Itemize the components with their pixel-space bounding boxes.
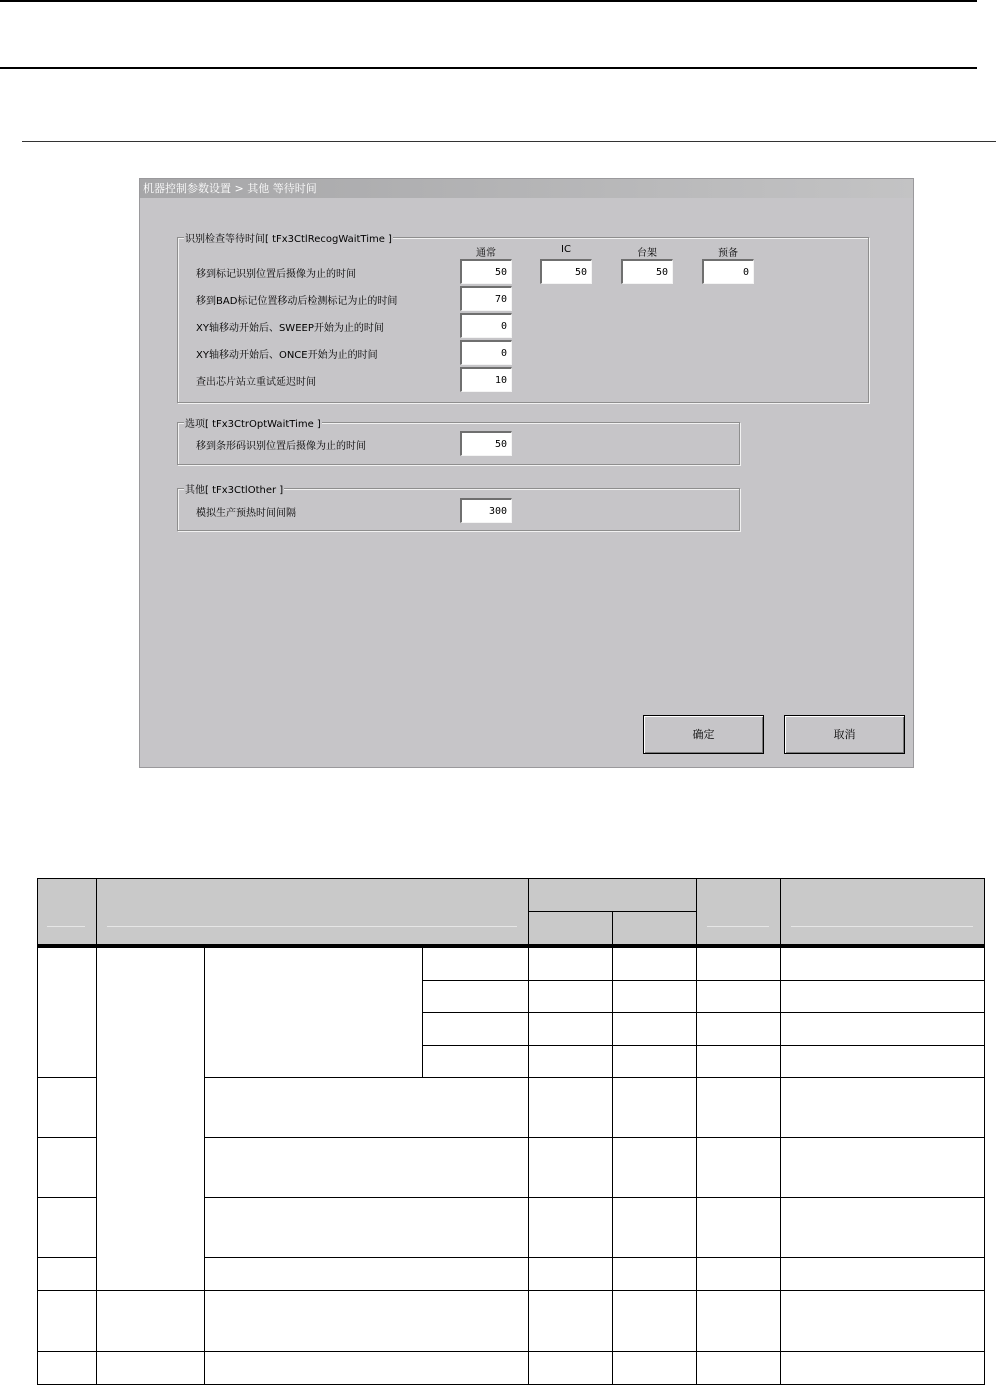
recog-row-label-once: XY轴移动开始后、ONCE开始为止的时间	[196, 350, 378, 361]
header-rule-bottom	[22, 141, 996, 142]
table-cell	[696, 947, 781, 981]
table-cell	[528, 1197, 613, 1258]
other-row-label-warmup: 模拟生产预热时间间隔	[196, 508, 296, 519]
recog-bad-normal-input[interactable]: 70	[460, 286, 512, 311]
table-cell	[528, 1077, 613, 1138]
table-cell	[696, 1257, 781, 1291]
ok-button[interactable]: 确定	[643, 715, 764, 754]
recog-row-label-mark: 移到标记识别位置后摄像为止的时间	[196, 269, 356, 280]
settings-dialog	[139, 178, 914, 768]
opt-row-label-barcode: 移到条形码识别位置后摄像为止的时间	[196, 441, 366, 452]
table-cell	[612, 1290, 697, 1352]
table-cell	[37, 1077, 97, 1138]
table-cell	[780, 1077, 985, 1138]
table-header-cell	[96, 878, 529, 945]
column-header-spare: 预备	[718, 248, 738, 259]
table-cell	[422, 980, 529, 1013]
table-cell	[528, 947, 613, 981]
table-cell	[696, 1077, 781, 1138]
recog-row-label-chip-retry: 查出芯片站立重试延迟时间	[196, 377, 316, 388]
table-cell	[696, 980, 781, 1013]
parameter-table	[37, 878, 985, 1385]
dialog-title: 机器控制参数设置 > 其他 等待时间	[140, 179, 913, 198]
table-cell	[528, 1351, 613, 1385]
table-cell	[96, 947, 205, 1291]
table-cell	[696, 1197, 781, 1258]
group-options-title: 选项[ tFx3CtrOptWaitTime ]	[184, 415, 322, 430]
group-recog-title: 识别检查等待时间[ tFx3CtlRecogWaitTime ]	[184, 230, 393, 245]
table-header-cell	[696, 878, 781, 945]
table-cell	[780, 980, 985, 1013]
header-highlight	[707, 926, 769, 927]
table-cell	[780, 1257, 985, 1291]
column-header-ic: IC	[561, 244, 571, 255]
table-cell	[612, 1077, 697, 1138]
table-cell	[528, 1012, 613, 1046]
other-warmup-input[interactable]: 300	[460, 498, 512, 523]
table-header-cell	[528, 878, 697, 912]
recog-sweep-normal-input[interactable]: 0	[460, 313, 512, 338]
table-cell	[612, 1351, 697, 1385]
recog-mark-ic-input[interactable]: 50	[540, 259, 592, 284]
opt-barcode-input[interactable]: 50	[460, 431, 512, 456]
table-cell	[204, 1351, 529, 1385]
table-cell	[204, 1290, 529, 1352]
table-cell	[528, 1257, 613, 1291]
table-cell	[422, 947, 529, 981]
table-cell	[204, 1197, 529, 1258]
table-cell	[96, 1290, 205, 1352]
recog-row-label-bad: 移到BAD标记位置移动后检测标记为止的时间	[196, 296, 398, 307]
table-cell	[696, 1137, 781, 1198]
table-header-cell	[780, 878, 985, 945]
table-cell	[612, 1197, 697, 1258]
table-cell	[37, 1137, 97, 1198]
table-cell	[37, 1257, 97, 1291]
column-header-normal: 通常	[476, 248, 496, 259]
header-highlight	[47, 926, 85, 927]
table-cell	[612, 947, 697, 981]
recog-mark-normal-input[interactable]: 50	[460, 259, 512, 284]
table-cell	[528, 1137, 613, 1198]
recog-chip-retry-normal-input[interactable]: 10	[460, 367, 512, 392]
table-cell	[780, 1012, 985, 1046]
table-cell	[780, 947, 985, 981]
table-cell	[612, 1012, 697, 1046]
recog-mark-spare-input[interactable]: 0	[702, 259, 754, 284]
header-rule-middle	[0, 67, 977, 69]
table-cell	[696, 1290, 781, 1352]
table-cell	[422, 1045, 529, 1078]
table-cell	[780, 1137, 985, 1198]
table-header-cell	[612, 911, 697, 945]
group-other-title: 其他[ tFx3CtlOther ]	[184, 481, 284, 496]
table-cell	[696, 1351, 781, 1385]
table-header-cell	[528, 911, 613, 945]
table-cell	[696, 1045, 781, 1078]
table-cell	[696, 1012, 781, 1046]
table-cell	[780, 1197, 985, 1258]
table-cell	[612, 1045, 697, 1078]
recog-row-label-sweep: XY轴移动开始后、SWEEP开始为止的时间	[196, 323, 384, 334]
header-highlight	[107, 926, 517, 927]
table-cell	[422, 1012, 529, 1046]
table-header-cell	[37, 878, 97, 945]
header-rule-top	[0, 0, 977, 2]
recog-mark-stand-input[interactable]: 50	[621, 259, 673, 284]
table-cell	[612, 1137, 697, 1198]
cancel-button[interactable]: 取消	[784, 715, 905, 754]
table-cell	[528, 980, 613, 1013]
table-cell	[37, 1351, 97, 1385]
header-highlight	[791, 926, 973, 927]
table-cell	[528, 1045, 613, 1078]
table-cell	[37, 1290, 97, 1352]
table-cell	[780, 1351, 985, 1385]
table-cell	[204, 1077, 529, 1138]
table-cell	[528, 1290, 613, 1352]
table-cell	[96, 1351, 205, 1385]
table-cell	[37, 1197, 97, 1258]
table-cell	[780, 1290, 985, 1352]
table-cell	[204, 947, 423, 1078]
table-cell	[612, 1257, 697, 1291]
recog-once-normal-input[interactable]: 0	[460, 340, 512, 365]
table-cell	[204, 1137, 529, 1198]
column-header-stand: 台架	[637, 248, 657, 259]
table-cell	[37, 947, 97, 1078]
table-cell	[612, 980, 697, 1013]
table-cell	[780, 1045, 985, 1078]
table-cell	[204, 1257, 529, 1291]
